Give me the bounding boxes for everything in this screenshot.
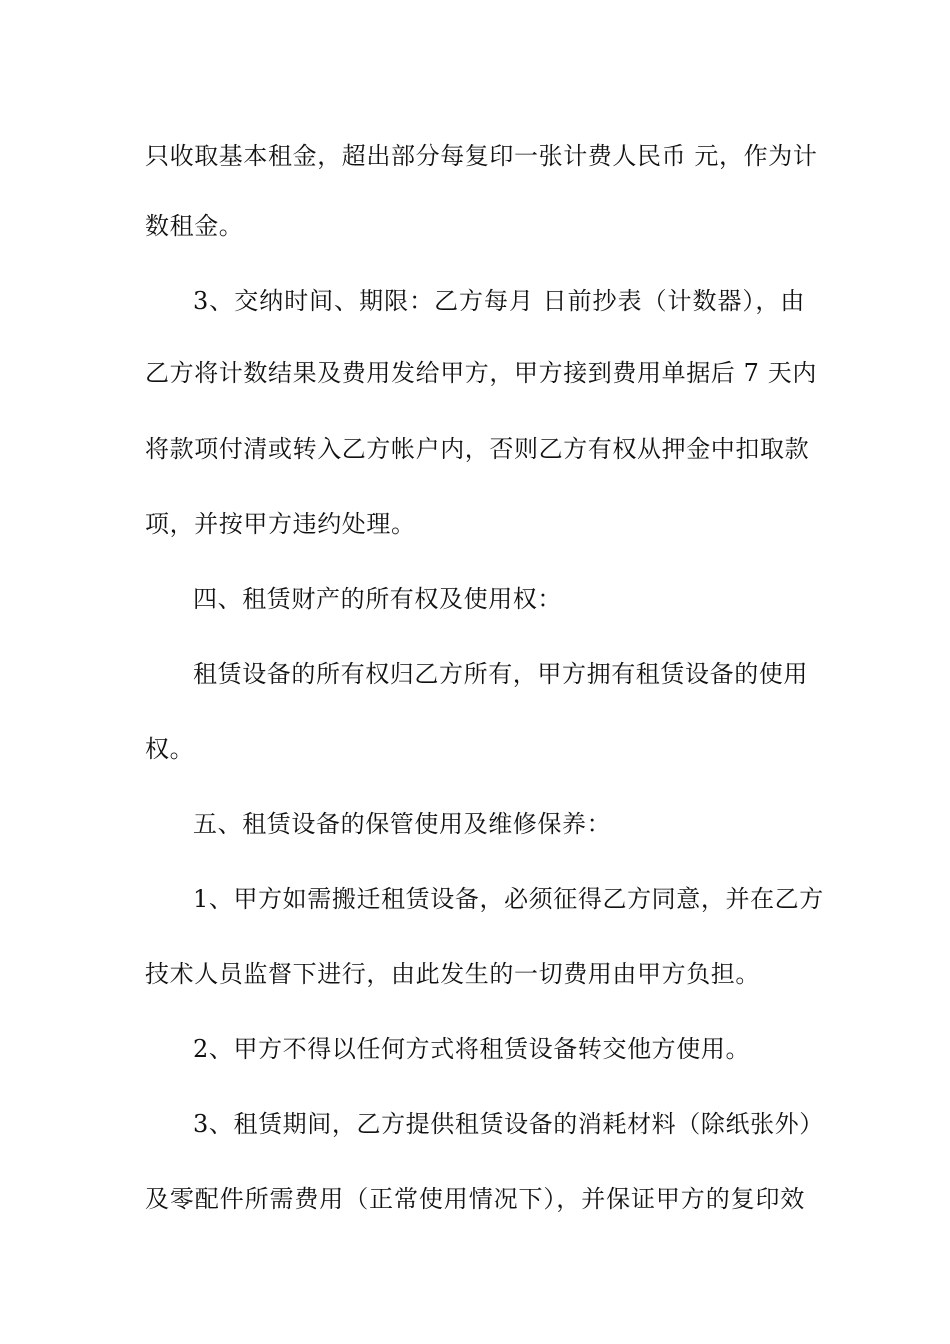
text-line: 及零配件所需费用（正常使用情况下），并保证甲方的复印效 [145, 1185, 805, 1213]
text-line: 2、甲方不得以任何方式将租赁设备转交他方使用。 [193, 1035, 751, 1063]
text-line: 租赁设备的所有权归乙方所有，甲方拥有租赁设备的使用 [193, 660, 808, 688]
text-line: 3、交纳时间、期限：乙方每月 日前抄表（计数器），由 [193, 287, 805, 315]
section-heading: 五、租赁设备的保管使用及维修保养： [193, 810, 612, 838]
text-line: 3、租赁期间，乙方提供租赁设备的消耗材料（除纸张外） [193, 1110, 824, 1138]
text-line: 技术人员监督下进行，由此发生的一切费用由甲方负担。 [145, 960, 760, 988]
section-heading: 四、租赁财产的所有权及使用权： [193, 585, 562, 613]
text-line: 将款项付清或转入乙方帐户内，否则乙方有权从押金中扣取款 [145, 435, 810, 463]
text-line: 乙方将计数结果及费用发给甲方，甲方接到费用单据后 7 天内 [145, 359, 817, 387]
text-line: 只收取基本租金，超出部分每复印一张计费人民币 元，作为计 [145, 142, 818, 170]
text-line: 数租金。 [145, 212, 244, 240]
text-line: 权。 [145, 735, 195, 763]
text-line: 项，并按甲方违约处理。 [145, 510, 416, 538]
text-line: 1、甲方如需搬迁租赁设备，必须征得乙方同意，并在乙方 [193, 885, 824, 913]
